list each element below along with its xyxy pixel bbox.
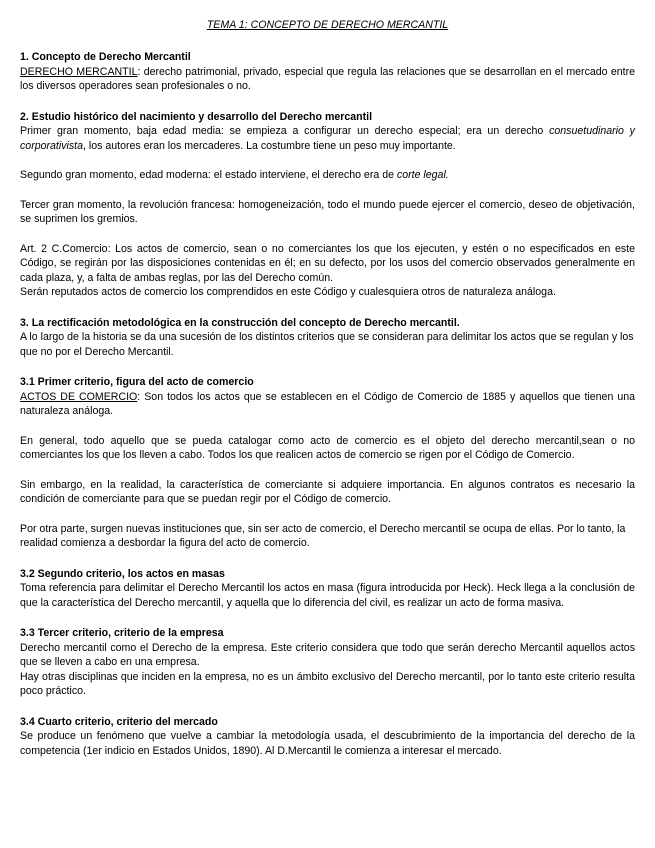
- section-3-text: A lo largo de la historia se da una sucesión de los distintos criterios que se consideran para delimitar los actos que se regulan y los que no por el Derecho Mercantil.: [20, 331, 634, 358]
- s2-p1-text-b: , los autores eran los mercaderes. La costumbre tiene un peso muy importante.: [83, 139, 456, 152]
- section-1: [20, 50, 635, 94]
- section-3-4-text: Se produce un fenómeno que vuelve a cambiar la metodología usada, el descubrimiento de la importancia del derecho de la competencia (1er indicio en Estados Unidos, 1890). Al D.Mercantil le comienza a interesar el mercado.: [20, 730, 635, 757]
- section-2-paragraph-1: [20, 124, 635, 153]
- section-3-4-heading: 3.4 Cuarto criterio, criterio del mercado: [20, 715, 218, 728]
- section-1-definition: : derecho patrimonial, privado, especial que regula las relaciones que se desarrollan en el mercado entre los diversos operadores sean profesionales o no.: [20, 65, 635, 92]
- section-3-2-text: Toma referencia para delimitar el Derecho Mercantil los actos en masa (figura introducida por Heck). Heck llega a la conclusión de que la característica del Derecho mercantil, y aquella que lo diferencia del civil, es realizar un acto de forma masiva.: [20, 582, 635, 609]
- s2-p2-italic: corte legal.: [396, 169, 449, 181]
- section-3-3-text-1: Derecho mercantil como el Derecho de la empresa. Este criterio considera que todo que serán derecho Mercantil aquellos actos que se lleven a cabo en una empresa.: [20, 641, 635, 668]
- section-2-paragraph-2: [20, 168, 635, 183]
- section-2: [20, 110, 635, 300]
- section-3-4: [20, 715, 635, 759]
- section-3-1-paragraph-2: En general, todo aquello que se pueda catalogar como acto de comercio es el objeto del derecho mercantil,sean o no comerciantes los que los lleven a cabo. Todos los que realicen actos de comercio se rigen por el Código de Comercio.: [20, 434, 635, 461]
- s2-p1-italic: consuetudinario y corporativista: [20, 125, 635, 152]
- section-3-1-paragraph-1: [20, 390, 635, 419]
- section-3-1-heading: 3.1 Primer criterio, figura del acto de comercio: [20, 376, 254, 388]
- section-3-2: [20, 567, 635, 611]
- section-1-text: [20, 65, 635, 94]
- section-3-3: [20, 626, 635, 699]
- section-3-3-text-2: Hay otras disciplinas que inciden en la empresa, no es un ámbito exclusivo del Derecho mercantil, por lo tanto este criterio resulta poco práctico.: [20, 670, 635, 697]
- section-1-heading: 1. Concepto de Derecho Mercantil: [20, 51, 191, 63]
- s2-p1-text-a: Primer gran momento, baja edad media: se empieza a configurar un derecho especial; era un derecho: [20, 125, 550, 137]
- section-2-paragraph-5: Serán reputados actos de comercio los comprendidos en este Código y cualesquiera otros de naturaleza análoga.: [20, 286, 556, 298]
- section-3-2-heading: 3.2 Segundo criterio, los actos en masas: [20, 567, 225, 580]
- section-3-heading: 3. La rectificación metodológica en la construcción del concepto de Derecho mercantil.: [20, 316, 460, 329]
- section-3-1: [20, 375, 635, 551]
- section-3: [20, 316, 635, 360]
- section-2-paragraph-4: Art. 2 C.Comercio: Los actos de comercio, sean o no comerciantes los que los ejecuten, y estén o no especificados en este Código, se regirán por las disposiciones contenidas en él; en su defecto, por los usos del comercio observados generalmente en cada plaza, y, a falta de ambas reglas, por las del Derecho común.: [20, 242, 635, 284]
- section-2-heading: 2. Estudio histórico del nacimiento y desarrollo del Derecho mercantil: [20, 110, 373, 123]
- section-3-3-heading: 3.3 Tercer criterio, criterio de la empresa: [20, 627, 224, 639]
- section-3-1-term: ACTOS DE COMERCIO: [20, 390, 138, 403]
- section-3-1-paragraph-3: Sin embargo, en la realidad, la característica de comerciante si adquiere importancia. En algunos contratos es necesario la condición de comerciante para que se puedan regir por el Código de comercio.: [20, 478, 635, 505]
- section-1-term: DERECHO MERCANTIL: [20, 65, 138, 78]
- section-3-1-definition: : Son todos los actos que se establecen en el Código de Comercio de 1885 y aquellos que tienen una naturaleza análoga.: [20, 390, 636, 417]
- document-title: TEMA 1: CONCEPTO DE DERECHO MERCANTIL: [206, 19, 449, 31]
- s2-p2-text: Segundo gran momento, edad moderna: el estado interviene, el derecho era de: [20, 169, 397, 181]
- section-3-1-paragraph-4: Por otra parte, surgen nuevas instituciones que, sin ser acto de comercio, el Derecho mercantil se ocupa de ellas. Por lo tanto, la realidad comienza a desbordar la figura del acto de comercio.: [20, 522, 626, 549]
- section-2-paragraph-3: Tercer gran momento, la revolución francesa: homogeneización, todo el mundo puede ejercer el comercio, deseo de objetivación, se suprimen los gremios.: [20, 198, 635, 225]
